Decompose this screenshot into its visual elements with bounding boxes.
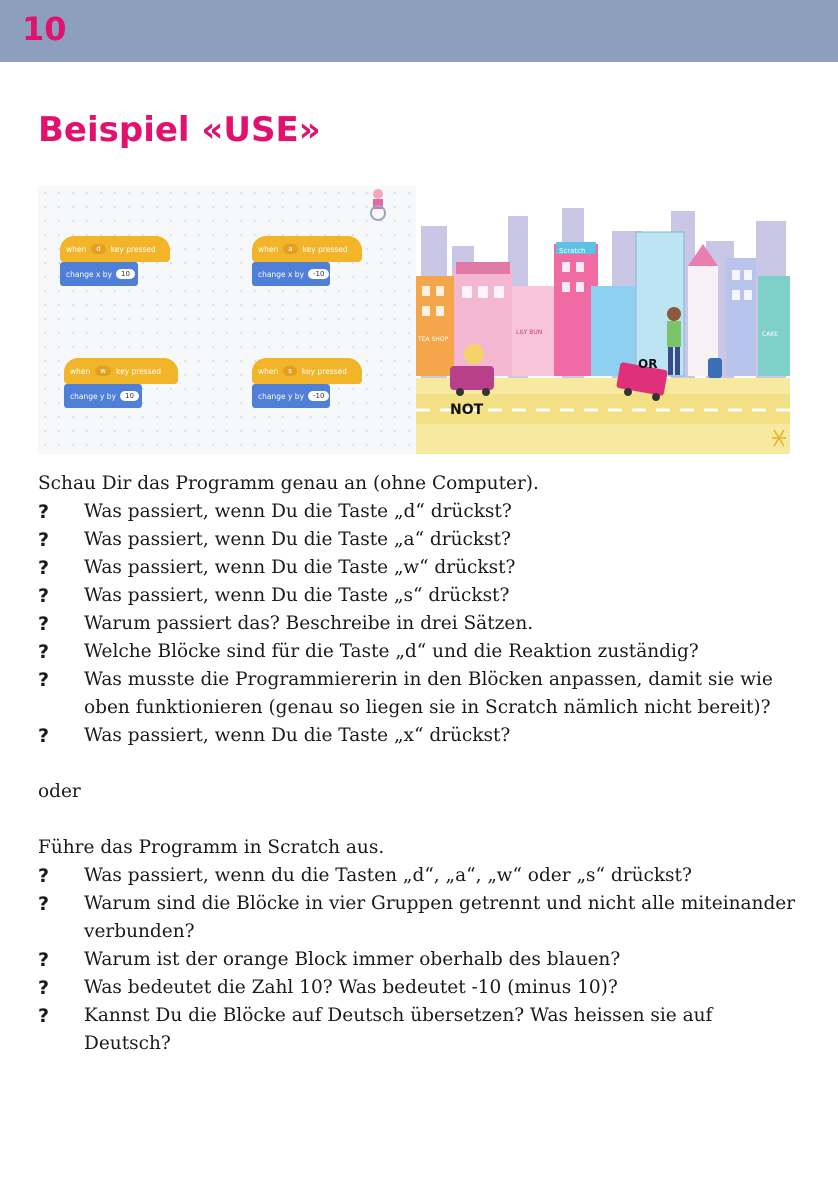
- question-item: ? Was musste die Programmiererin in den Blöcken anpassen, damit sie wie oben funktionieren (genau so liegen sie in Scratch nämlich nicht bereit)?: [38, 666, 798, 722]
- key-dropdown: a: [283, 244, 297, 254]
- question-item: ? Warum sind die Blöcke in vier Gruppen getrennt und nicht alle miteinander verbunden?: [38, 890, 798, 946]
- question-icon: ?: [38, 613, 50, 635]
- motion-block: change x by 10: [60, 262, 138, 286]
- question-icon: ?: [38, 641, 50, 663]
- question-icon: ?: [38, 949, 50, 971]
- question-icon: ?: [38, 977, 50, 999]
- sign-lily-bun: LILY BUN: [516, 329, 543, 336]
- section2-questions: [38, 862, 798, 1058]
- question-item: ? Kannst Du die Blöcke auf Deutsch übersetzen? Was heissen sie auf Deutsch?: [38, 1002, 798, 1058]
- question-item: ? Was passiert, wenn Du die Taste „x“ drückst?: [38, 722, 798, 750]
- section1-intro: Schau Dir das Programm genau an (ohne Computer).: [38, 473, 539, 494]
- key-dropdown: d: [91, 244, 105, 254]
- label-or: OR: [638, 357, 658, 371]
- question-item: ? Was passiert, wenn Du die Taste „a“ drückst?: [38, 526, 798, 554]
- separator-text: oder: [38, 781, 81, 802]
- question-icon: ?: [38, 501, 50, 523]
- hat-block: when d key pressed: [60, 236, 170, 262]
- sign-scratch: Scratch: [559, 247, 586, 255]
- illustration: [38, 186, 790, 454]
- wheelchair-sprite-icon: [364, 186, 392, 222]
- question-icon: ?: [38, 669, 50, 691]
- sign-tea-shop: TEA SHOP: [418, 336, 449, 343]
- motion-block: change y by -10: [252, 384, 330, 408]
- value-input: -10: [308, 391, 329, 401]
- question-item: ? Was passiert, wenn du die Tasten „d“, „a“, „w“ oder „s“ drückst?: [38, 862, 798, 890]
- motion-block: change x by -10: [252, 262, 330, 286]
- question-icon: ?: [38, 893, 50, 915]
- question-icon: ?: [38, 865, 50, 887]
- question-item: ? Was bedeutet die Zahl 10? Was bedeutet -10 (minus 10)?: [38, 974, 798, 1002]
- label-not: NOT: [450, 402, 484, 418]
- question-item: ? Warum passiert das? Beschreibe in drei Sätzen.: [38, 610, 798, 638]
- scratch-code-panel: [38, 186, 416, 454]
- question-item: ? Warum ist der orange Block immer oberhalb des blauen?: [38, 946, 798, 974]
- value-input: -10: [308, 269, 329, 279]
- question-icon: ?: [38, 1005, 50, 1027]
- section2-intro: Führe das Programm in Scratch aus.: [38, 837, 385, 858]
- section1-questions: [38, 498, 798, 750]
- sign-cake: CAKE: [762, 331, 779, 338]
- key-dropdown: w: [95, 366, 111, 376]
- question-item: ? Was passiert, wenn Du die Taste „w“ drückst?: [38, 554, 798, 582]
- page-number: 10: [22, 10, 67, 48]
- hat-block: when w key pressed: [64, 358, 178, 384]
- value-input: 10: [116, 269, 135, 279]
- worksheet-text: [38, 470, 798, 1058]
- mailbox-sprite: [708, 358, 722, 378]
- header-bar: [0, 0, 838, 62]
- hat-block: when a key pressed: [252, 236, 362, 262]
- scratch-stage: [416, 186, 790, 454]
- question-icon: ?: [38, 725, 50, 747]
- question-icon: ?: [38, 585, 50, 607]
- question-icon: ?: [38, 529, 50, 551]
- question-item: ? Was passiert, wenn Du die Taste „d“ drückst?: [38, 498, 798, 526]
- motion-block: change y by 10: [64, 384, 142, 408]
- question-icon: ?: [38, 557, 50, 579]
- value-input: 10: [120, 391, 139, 401]
- city-backdrop: [416, 186, 790, 454]
- question-item: ? Welche Blöcke sind für die Taste „d“ und die Reaktion zuständig?: [38, 638, 798, 666]
- page-title: Beispiel «USE»: [38, 110, 321, 150]
- hat-block: when s key pressed: [252, 358, 362, 384]
- key-dropdown: s: [283, 366, 297, 376]
- question-item: ? Was passiert, wenn Du die Taste „s“ drückst?: [38, 582, 798, 610]
